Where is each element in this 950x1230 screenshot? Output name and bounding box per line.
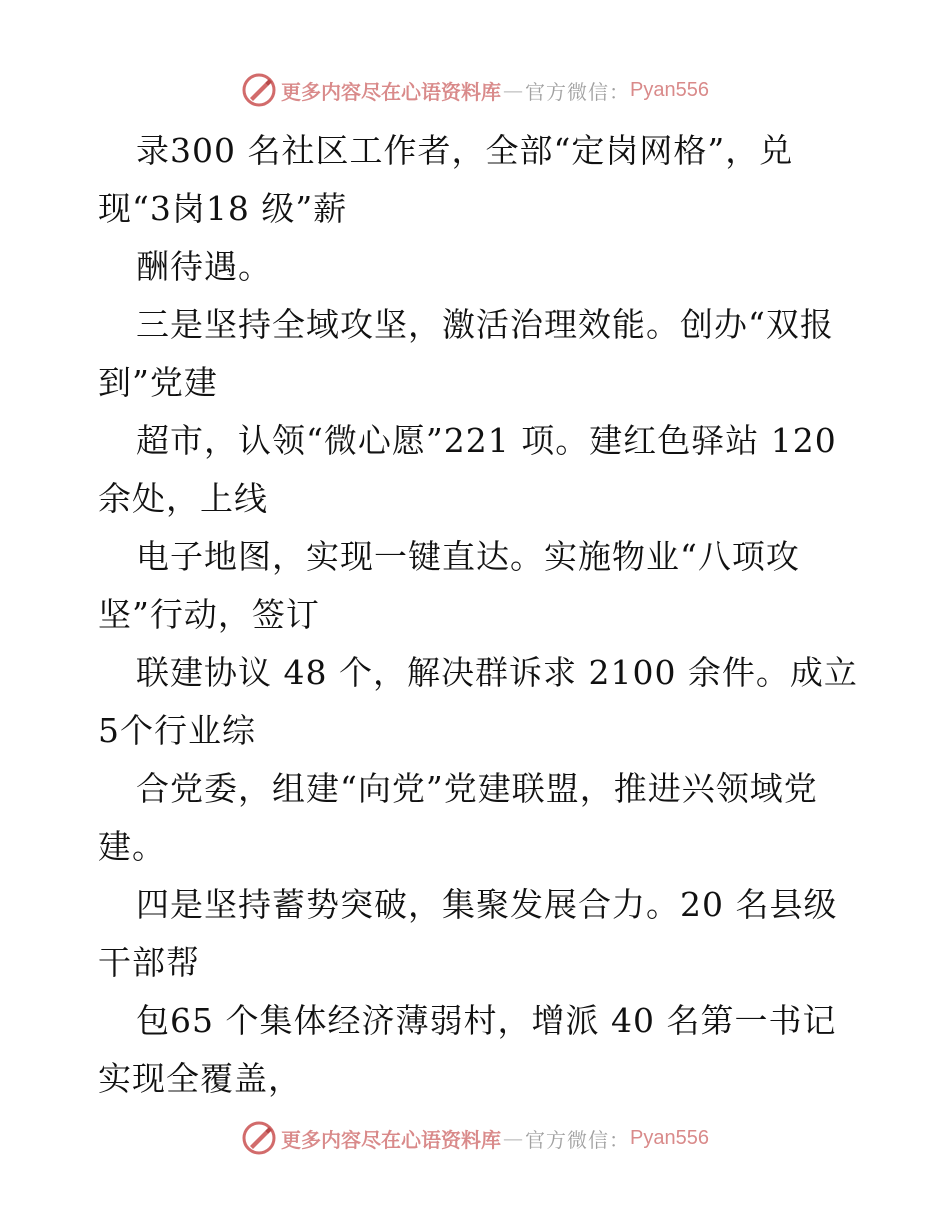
text-line: 超市，认领“微心愿”221 项。建红色驿站 120	[136, 421, 837, 460]
banner-dash: —	[503, 78, 524, 102]
banner-dash: —	[503, 1126, 524, 1150]
banner-subtitle: 官方微信：	[525, 79, 631, 104]
pen-logo-icon	[241, 72, 277, 108]
text-line: 现“3岗18 级”薪	[98, 189, 348, 228]
document-body	[98, 122, 858, 1108]
text-line: 包65 个集体经济薄弱村，增派 40 名第一书记	[136, 1001, 837, 1040]
banner-subtitle: 官方微信：	[525, 1127, 631, 1152]
text-line: 坚”行动，签订	[98, 595, 320, 634]
text-line: 电子地图，实现一键直达。实施物业“八项攻	[136, 537, 800, 576]
text-line: 建。	[98, 827, 166, 866]
pen-logo-icon	[241, 1120, 277, 1156]
text-line: 联建协议 48 个，解决群诉求 2100 余件。成立	[136, 653, 858, 692]
banner-text: 更多内容尽在心语资料库	[281, 79, 502, 104]
text-line: 实现全覆盖，	[98, 1059, 302, 1098]
footer-banner	[0, 1116, 950, 1160]
text-line: 三是坚持全域攻坚，激活治理效能。创办“双报	[136, 305, 834, 344]
text-line: 到”党建	[98, 363, 218, 402]
text-line: 5个行业综	[98, 711, 256, 750]
text-line: 余处，上线	[98, 479, 268, 518]
text-line: 干部帮	[98, 943, 200, 982]
text-line: 酬待遇。	[136, 247, 272, 286]
text-line: 四是坚持蓄势突破，集聚发展合力。20 名县级	[136, 885, 838, 924]
banner-text: 更多内容尽在心语资料库	[281, 1127, 502, 1152]
header-banner	[0, 68, 950, 112]
banner-wechat-id: Pyan556	[630, 1126, 709, 1149]
text-line: 合党委，组建“向党”党建联盟，推进兴领域党	[136, 769, 818, 808]
banner-wechat-id: Pyan556	[630, 78, 709, 101]
text-line: 录300 名社区工作者，全部“定岗网格”，兑	[136, 131, 794, 170]
